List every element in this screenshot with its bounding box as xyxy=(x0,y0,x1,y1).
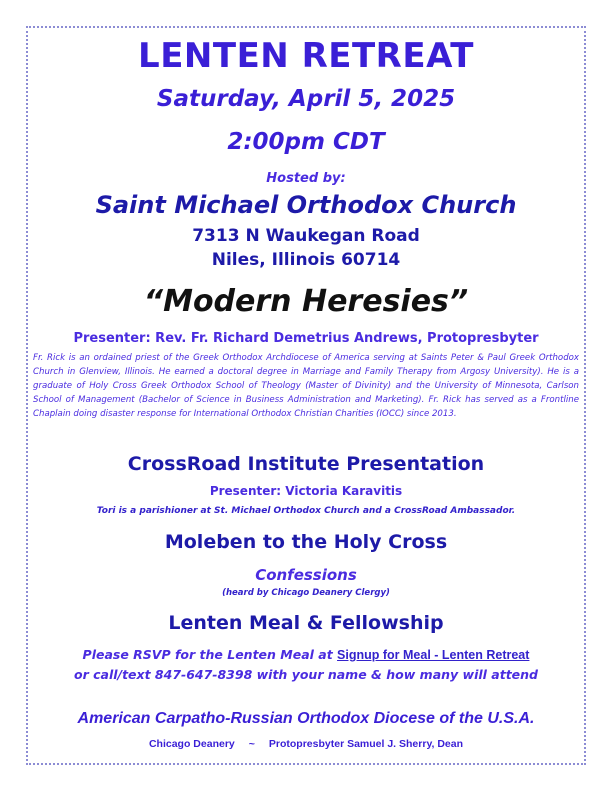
confessions-title: Confessions xyxy=(255,566,357,584)
signup-link[interactable]: Signup for Meal - Lenten Retreat xyxy=(337,648,530,662)
page-title: LENTEN RETREAT xyxy=(138,36,474,76)
retreat-topic: “Modern Heresies” xyxy=(143,284,469,319)
rsvp-line xyxy=(26,647,586,662)
flyer xyxy=(26,26,586,765)
moleben-title: Moleben to the Holy Cross xyxy=(164,531,448,553)
address-line1: 7313 N Waukegan Road xyxy=(192,226,420,246)
call-text: or call/text 847-647-8398 with your name & how many will attend xyxy=(74,667,538,682)
church-name: Saint Michael Orthodox Church xyxy=(95,191,517,219)
deanery-name: Chicago Deanery xyxy=(148,738,235,750)
presenter2-label: Presenter: Victoria Karavitis xyxy=(209,484,403,498)
dean-name: Protopresbyter Samuel J. Sherry, Dean xyxy=(268,738,464,750)
confessions-note: (heard by Chicago Deanery Clergy) xyxy=(222,588,390,598)
address-line2: Niles, Illinois 60714 xyxy=(211,250,401,270)
presenter1-label: Presenter: Rev. Fr. Richard Demetrius Andrews, Protopresbyter xyxy=(73,331,539,346)
presenter1-bio: Fr. Rick is an ordained priest of the Greek Orthodox Archdiocese of America serving at Saints Peter & Paul Greek Orthodox Church in Glenview, Illinois. He earned a doctoral degree in Marriage and Family Therapy from Argosy University). He is a graduate of Holy Cross Greek Orthodox School of Theology (Master of Divinity) and the University of Minnesota, Carlson School of Management (Bachelor of Science in Business Administration and Marketing). Fr. Rick has served as a Frontline Chaplain doing disaster response for International Orthodox Christian Charities (IOCC) since 2013. xyxy=(33,353,579,419)
diocese-name: American Carpatho-Russian Orthodox Diocese of the U.S.A. xyxy=(77,710,535,727)
hosted-by-label: Hosted by: xyxy=(266,171,346,186)
event-time: 2:00pm CDT xyxy=(227,129,385,155)
meal-title: Lenten Meal & Fellowship xyxy=(168,612,444,634)
presenter2-bio: Tori is a parishioner at St. Michael Orthodox Church and a CrossRoad Ambassador. xyxy=(96,506,516,516)
event-date: Saturday, April 5, 2025 xyxy=(156,86,456,112)
crossroad-title: CrossRoad Institute Presentation xyxy=(127,453,485,475)
separator: ~ xyxy=(248,738,255,750)
rsvp-text: Please RSVP for the Lenten Meal at xyxy=(82,647,338,662)
deanery-line xyxy=(26,738,586,750)
